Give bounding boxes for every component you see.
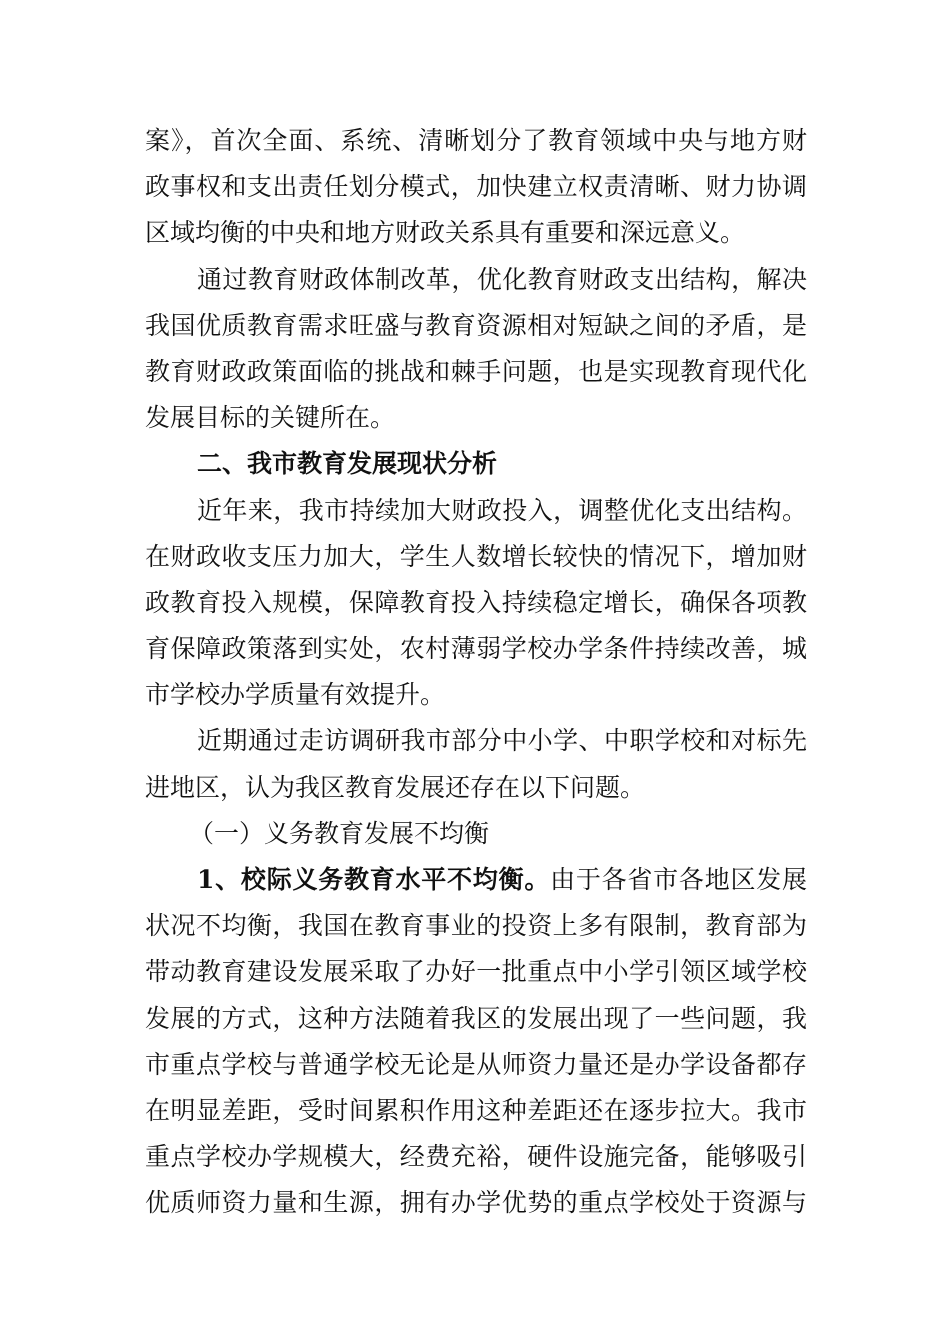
text-line: 政教育投入规模，保障教育投入持续稳定增长，确保各项教 bbox=[145, 587, 807, 617]
section-heading: 二、我市教育发展现状分析 bbox=[197, 449, 498, 479]
text-line: 案》，首次全面、系统、清晰划分了教育领域中央与地方财 bbox=[145, 126, 807, 155]
text-line: 重点学校办学规模大，经费充裕，硬件设施完备，能够吸引 bbox=[145, 1142, 807, 1172]
paragraph-2 bbox=[145, 257, 807, 442]
text-line: 在明显差距，受时间累积作用这种差距还在逐步拉大。我市 bbox=[145, 1095, 807, 1125]
paragraph-5 bbox=[145, 857, 807, 1227]
text-line: 区域均衡的中央和地方财政关系具有重要和深远意义。 bbox=[145, 218, 746, 248]
text-line: 我国优质教育需求旺盛与教育资源相对短缺之间的矛盾，是 bbox=[145, 310, 807, 340]
text-line: 发展的方式，这种方法随着我区的发展出现了一些问题，我 bbox=[145, 1003, 807, 1033]
text-line: 状况不均衡，我国在教育事业的投资上多有限制，教育部为 bbox=[145, 911, 807, 941]
paragraph-4 bbox=[145, 718, 807, 810]
bold-lead: 1、校际义务教育水平不均衡。 bbox=[197, 865, 551, 894]
document-page bbox=[145, 118, 807, 1227]
paragraph-3 bbox=[145, 488, 807, 719]
subheading: （一）义务教育发展不均衡 bbox=[189, 818, 490, 848]
text-line: 在财政收支压力加大，学生人数增长较快的情况下，增加财 bbox=[145, 541, 807, 571]
text-line: 教育财政政策面临的挑战和棘手问题，也是实现教育现代化 bbox=[145, 356, 807, 386]
text-line: 通过教育财政体制改革，优化教育财政支出结构，解决 bbox=[197, 264, 807, 294]
text-line: 育保障政策落到实处，农村薄弱学校办学条件持续改善，城 bbox=[145, 634, 807, 664]
text-line: 市学校办学质量有效提升。 bbox=[145, 680, 446, 710]
text-line: 进地区，认为我区教育发展还存在以下问题。 bbox=[145, 772, 646, 802]
text-line bbox=[145, 857, 807, 903]
text-run: 由于各省市各地区发展 bbox=[550, 865, 807, 894]
text-line: 市重点学校与普通学校无论是从师资力量还是办学设备都存 bbox=[145, 1049, 807, 1079]
text-line: 发展目标的关键所在。 bbox=[145, 403, 396, 433]
text-line: 政事权和支出责任划分模式，加快建立权责清晰、财力协调 bbox=[145, 172, 807, 202]
text-line: 优质师资力量和生源，拥有办学优势的重点学校处于资源与 bbox=[145, 1188, 807, 1218]
text-line: 近年来，我市持续加大财政投入，调整优化支出结构。 bbox=[197, 495, 807, 525]
text-line: 带动教育建设发展采取了办好一批重点中小学引领区域学校 bbox=[145, 957, 807, 987]
paragraph-1 bbox=[145, 118, 807, 257]
text-line: 近期通过走访调研我市部分中小学、中职学校和对标先 bbox=[197, 726, 807, 756]
